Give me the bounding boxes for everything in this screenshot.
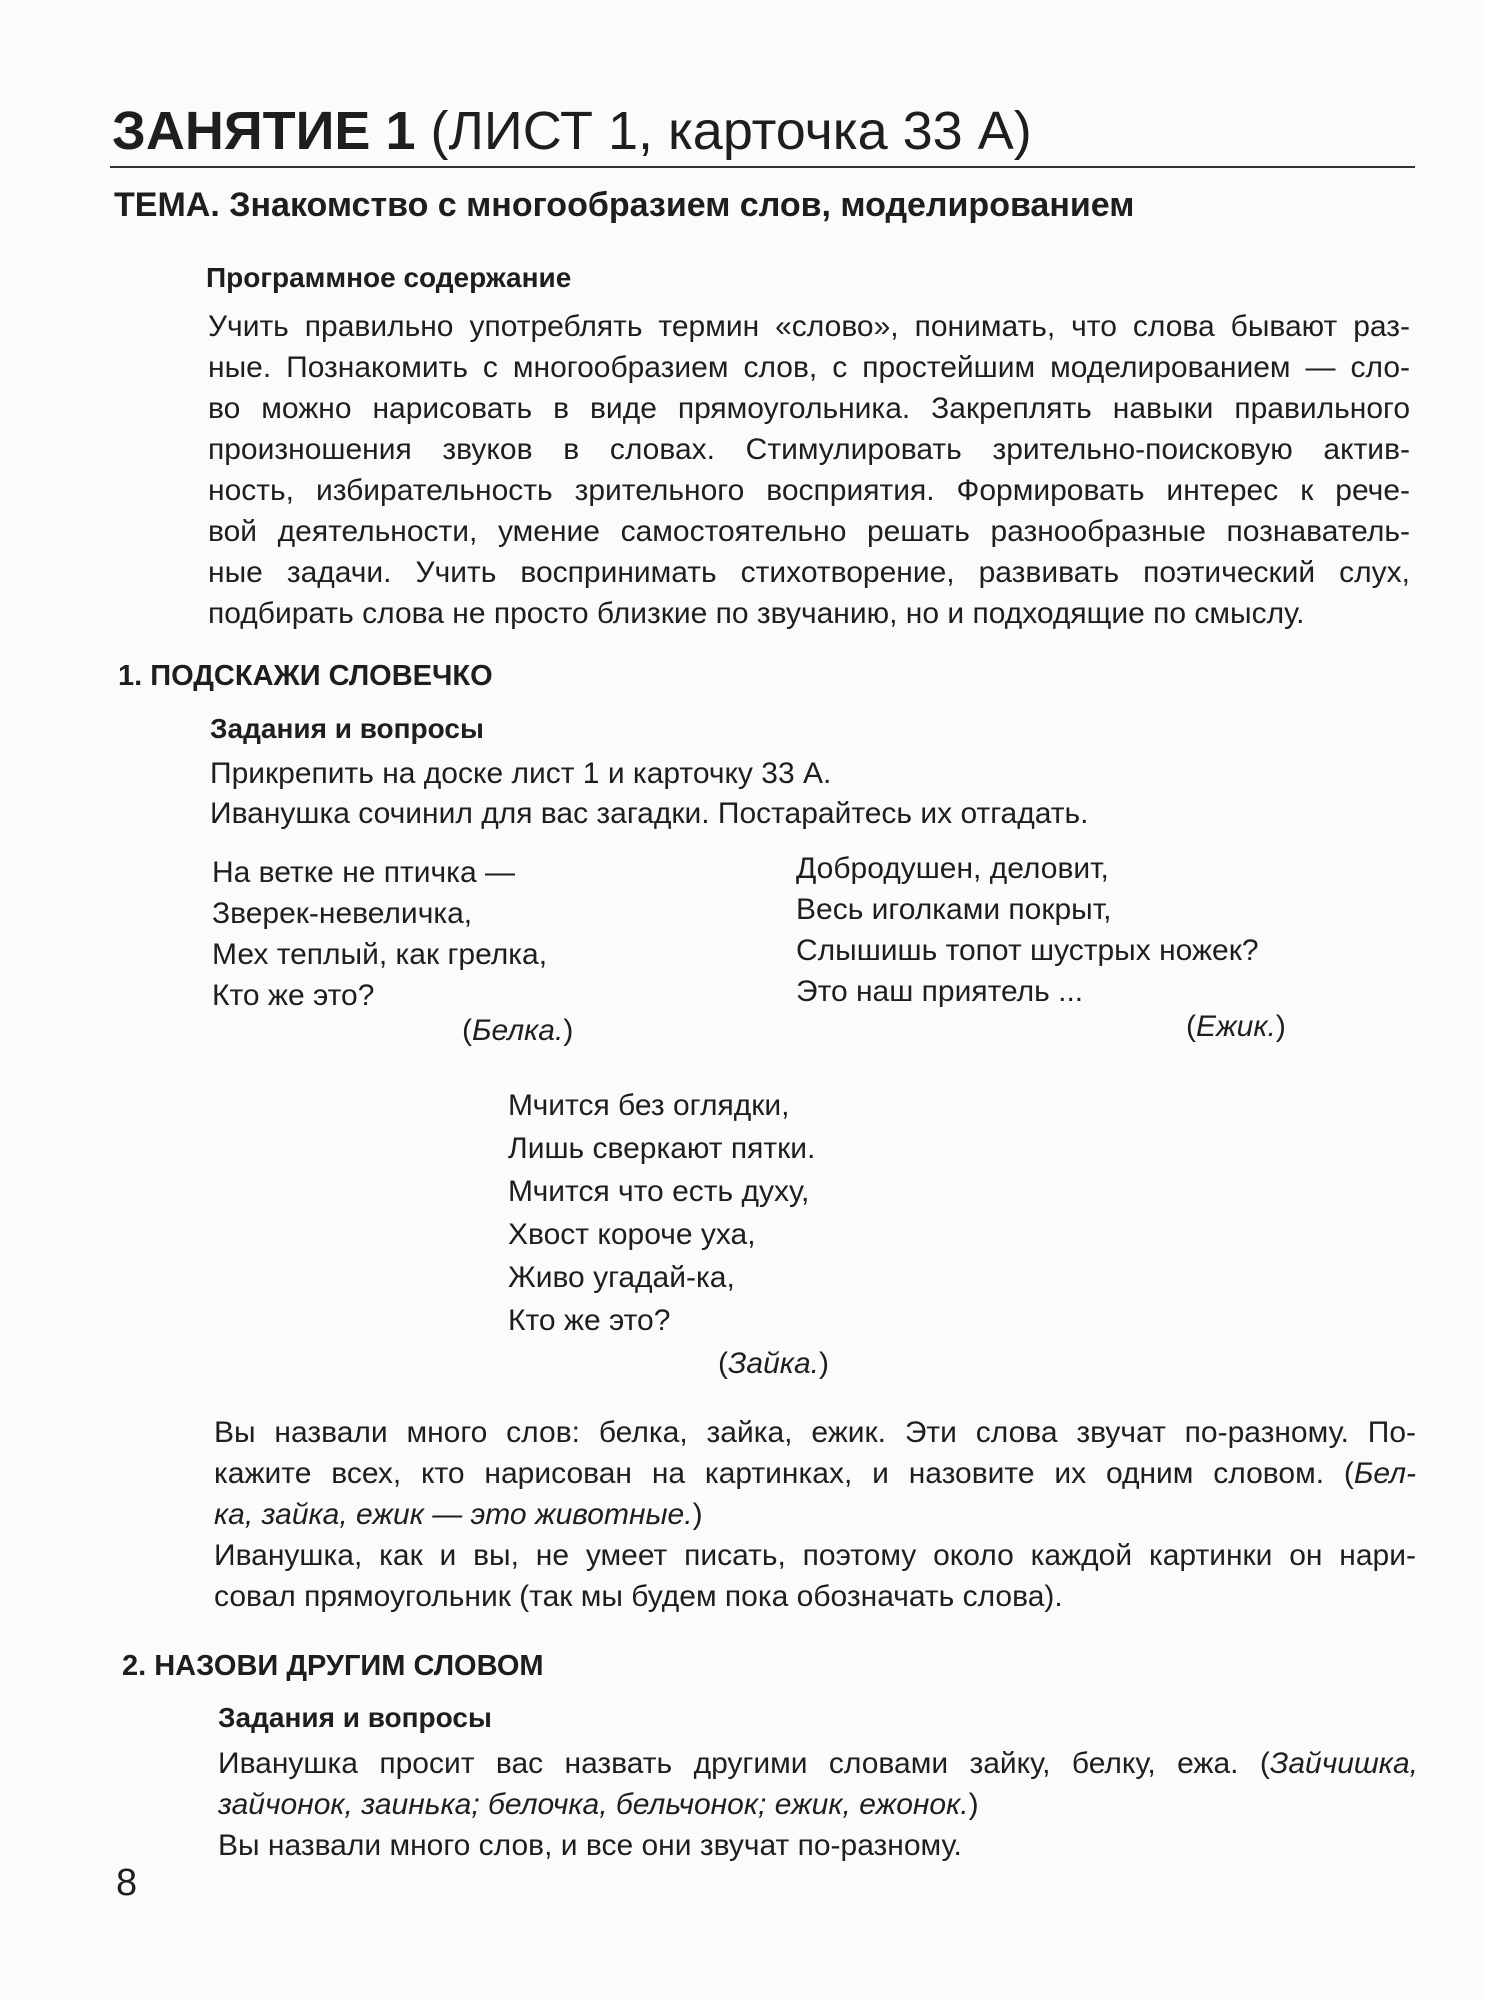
- section-1-subheading: Задания и вопросы: [210, 713, 484, 744]
- section-1-intro: Иванушка сочинил для вас загадки. Постарайтесь их отгадать.: [210, 797, 1089, 830]
- verse-line: Зверек-невеличка,: [212, 897, 473, 930]
- section-1-paragraph: [214, 1412, 1416, 1617]
- program-heading: Программное содержание: [206, 262, 572, 293]
- riddle-1-answer: (Белка.): [462, 1014, 574, 1047]
- paragraph-line: Вы назвали много слов: белка, зайка, ежик. Эти слова звучат по-разному. По-: [214, 1416, 1416, 1449]
- paragraph-line: ка, зайка, ежик — это животные.): [214, 1498, 703, 1531]
- verse-line: Лишь сверкают пятки.: [508, 1132, 816, 1165]
- lesson-title-reference: (ЛИСТ 1, карточка 33 А): [430, 101, 1032, 161]
- paragraph-line: произношения звуков в словах. Стимулировать зрительно-поисковую актив-: [208, 433, 1410, 466]
- verse-line: Мех теплый, как грелка,: [212, 938, 548, 971]
- topic-heading: ТЕМА. Знакомство с многообразием слов, моделированием: [114, 186, 1135, 224]
- section-2-paragraph: [218, 1743, 1418, 1866]
- paragraph-line: во можно нарисовать в виде прямоугольника. Закреплять навыки правильного: [208, 392, 1410, 425]
- paragraph-line: подбирать слова не просто близкие по звучанию, но и подходящие по смыслу.: [208, 597, 1305, 630]
- riddle-2-answer: (Ежик.): [1186, 1010, 1286, 1043]
- verse-line: Добродушен, деловит,: [796, 852, 1109, 885]
- paragraph-line: кажите всех, кто нарисован на картинках, и назовите их одним словом. (Бел-: [214, 1457, 1416, 1490]
- verse-line: Хвост короче уха,: [508, 1218, 756, 1251]
- riddle-1: [212, 852, 547, 1016]
- paragraph-line: ные задачи. Учить воспринимать стихотворение, развивать поэтический слух,: [208, 556, 1410, 589]
- program-paragraph: [208, 306, 1410, 634]
- paragraph-line: зайчонок, заинька; белочка, бельчонок; ежик, ежонок.): [218, 1788, 979, 1821]
- section-2-heading: 2. НАЗОВИ ДРУГИМ СЛОВОМ: [122, 1650, 544, 1682]
- riddle-2: [796, 848, 1259, 1012]
- verse-line: Весь иголками покрыт,: [796, 893, 1112, 926]
- paragraph-line: Учить правильно употреблять термин «слово», понимать, что слова бывают раз-: [208, 310, 1410, 343]
- section-2-subheading: Задания и вопросы: [218, 1702, 492, 1733]
- verse-line: Кто же это?: [508, 1304, 671, 1337]
- verse-line: Мчится без оглядки,: [508, 1089, 790, 1122]
- paragraph-line: ные. Познакомить с многообразием слов, с простейшим моделированием — сло-: [208, 351, 1410, 384]
- paragraph-line: Иванушка, как и вы, не умеет писать, поэтому около каждой картинки он нари-: [214, 1539, 1416, 1572]
- section-1-instruction: Прикрепить на доске лист 1 и карточку 33 А.: [210, 757, 832, 790]
- verse-line: На ветке не птичка —: [212, 856, 515, 889]
- paragraph-line: Иванушка просит вас назвать другими словами зайку, белку, ежа. (Зайчишка,: [218, 1747, 1418, 1780]
- paragraph-line: совал прямоугольник (так мы будем пока обозначать слова).: [214, 1580, 1063, 1613]
- paragraph-line: ность, избирательность зрительного восприятия. Формировать интерес к рече-: [208, 474, 1410, 507]
- verse-line: Слышишь топот шустрых ножек?: [796, 934, 1259, 967]
- riddle-3-answer: (Зайка.): [718, 1347, 829, 1380]
- paragraph-line: вой деятельности, умение самостоятельно решать разнообразные познаватель-: [208, 515, 1410, 548]
- paragraph-line: Вы назвали много слов, и все они звучат по-разному.: [218, 1829, 962, 1862]
- verse-line: Кто же это?: [212, 979, 375, 1012]
- verse-line: Мчится что есть духу,: [508, 1175, 810, 1208]
- riddle-3: [508, 1084, 815, 1342]
- verse-line: Живо угадай-ка,: [508, 1261, 735, 1294]
- page-number: 8: [116, 1862, 138, 1904]
- lesson-title: [112, 96, 1032, 166]
- section-1-heading: 1. ПОДСКАЖИ СЛОВЕЧКО: [118, 660, 493, 692]
- verse-line: Это наш приятель ...: [796, 975, 1084, 1008]
- lesson-title-number: ЗАНЯТИЕ 1: [112, 101, 416, 161]
- title-divider: [110, 166, 1415, 168]
